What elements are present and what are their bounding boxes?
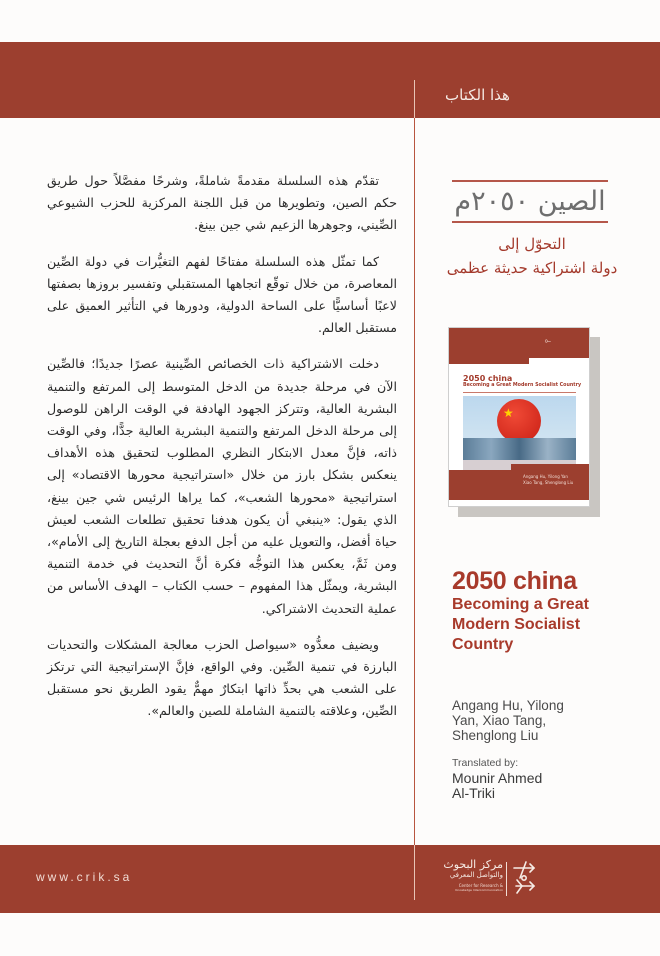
arabic-title-box: [452, 180, 608, 223]
book-cover-thumbnail: [448, 327, 590, 507]
author-line: Shenglong Liu: [452, 728, 539, 743]
publisher-name-en-line1: Center for Research &: [458, 883, 503, 888]
english-title-block: [452, 567, 589, 655]
china-flag-sphere-icon: [497, 399, 541, 443]
arabic-subtitle-line1: التحوّل إلى: [498, 235, 566, 253]
column-divider: [414, 80, 415, 900]
cover-footer: [449, 470, 589, 500]
translator-line: Mounir Ahmed: [452, 770, 543, 786]
description-paragraph: تقدّم هذه السلسلة مقدمةً شاملةً، وشرحًا مفصَّلاً حول طريق حكم الصين، وتطويرها من قبل اللجنة المركزية للحزب الشيوعي الصِّيني، وجوهرها الزعيم شي جين بينغ.: [47, 173, 397, 233]
cover-authors-line: Xiao Tang, Shenglong Liu: [523, 480, 574, 485]
header-divider: [414, 80, 415, 118]
description-paragraph: دخلت الاشتراكية ذات الخصائص الصِّينية عصرًا جديدًا؛ فالصِّين الآن في مرحلة جديدة من الدخل المتوسط إلى المرتفع والتنمية البشرية العالية، وتتركز الجهود الهادفة في الوقت الراهن للوصول إلى مرحلة الدخل المرتفع والتنمية البشرية العالية جدًّا، وفي الوقت ذاته، فإنَّ معدل الابتكار النظري المطلوب لتحقيق هذه الأهداف ينعكس بشكل بارز من خلال «استراتيجية محورها الاقتصاد» إلى استراتيجية «محورها الشعب»، كما يراها الرئيس شي جين بينغ، الذي يقول: «ينبغي أن يكون هدفنا تحقيق تطلعات الشعب لعيش حياة أفضل، والتعويل عليه من أجل الدفع بعجلة التاريخ إلى الأمام»، ومن ثَمَّ، يعكس هذا التوجُّه فكرة أنَّ التحديث في خدمة التنمية البشرية، ويمثّل هذا المفهوم – حسب الكتاب – الهدف الأساس من عملية التحديث الاشتراكي.: [47, 356, 397, 616]
network-arrows-logo-icon: [512, 860, 538, 896]
cover-rule: [463, 392, 576, 393]
english-subtitle-line: Modern Socialist: [452, 616, 581, 633]
author-line: Yan, Xiao Tang,: [452, 713, 547, 728]
description-paragraph: كما تمثّل هذه السلسلة مفتاحًا لفهم التغيُّرات في دولة الصِّين المعاصرة، من خلال توقّع اتجاهها المستقبلي وتفسير بروزها بصفتها لاعبًا أساسيًّا على الساحة الدولية، ودورها في التأثير العميق على مستقبل العالم.: [47, 253, 397, 336]
cover-subtitle: Becoming a Great Modern Socialist Country: [463, 383, 582, 388]
translator: [452, 771, 602, 801]
description-paragraph: ويضيف معدُّوه «سيواصل الحزب معالجة المشكلات والتحديات البارزة في تنمية الصِّين. وفي الواقع، فإنَّ الإستراتيجية التي ترتكز على الشعب هي بحدِّ ذاتها ابتكارٌ مهمٌّ يقود الطريق نحو مستقبل الصِّين، وعلاقته بالتنمية الشاملة للصين والعالم».: [47, 636, 397, 719]
english-subtitle-line: Country: [452, 636, 514, 653]
cover-authors: [523, 474, 573, 486]
publisher-name-ar-line2: والتواصل المعرفي: [449, 871, 503, 879]
skyline: [463, 438, 576, 460]
arabic-subtitle: [432, 232, 632, 280]
star-icon: ★: [503, 406, 514, 420]
translator-line: Al-Triki: [452, 785, 496, 801]
cover-title: 2050 china: [463, 374, 513, 383]
section-label: هذا الكتاب: [445, 86, 510, 104]
publisher-name-ar-line1: مركز البحوث: [443, 858, 503, 871]
logo-separator: [506, 862, 507, 896]
header-band: [0, 42, 660, 118]
publisher-logo-icon: ⟜: [544, 336, 551, 345]
website-link[interactable]: www.crik.sa: [36, 870, 133, 884]
cover-image-shanghai-skyline: [463, 396, 576, 474]
publisher-logo-text: [395, 858, 503, 902]
book-description: [47, 170, 397, 737]
cover-header: [449, 328, 589, 358]
cover-authors-line: Angang Hu, Yilong Yan: [523, 474, 568, 479]
english-subtitle-line: Becoming a Great: [452, 596, 589, 613]
authors: [452, 698, 602, 743]
english-title: 2050 china: [452, 567, 577, 595]
arabic-title: الصين ٢٠٥٠م: [454, 186, 606, 217]
author-line: Angang Hu, Yilong: [452, 698, 564, 713]
title-rule-bottom: [452, 221, 608, 223]
arabic-subtitle-line2: دولة اشتراكية حديثة عظمى: [446, 259, 618, 277]
publisher-name-en-line2: Knowledge Intercommunication: [455, 888, 503, 892]
translated-by-label: Translated by:: [452, 757, 519, 769]
